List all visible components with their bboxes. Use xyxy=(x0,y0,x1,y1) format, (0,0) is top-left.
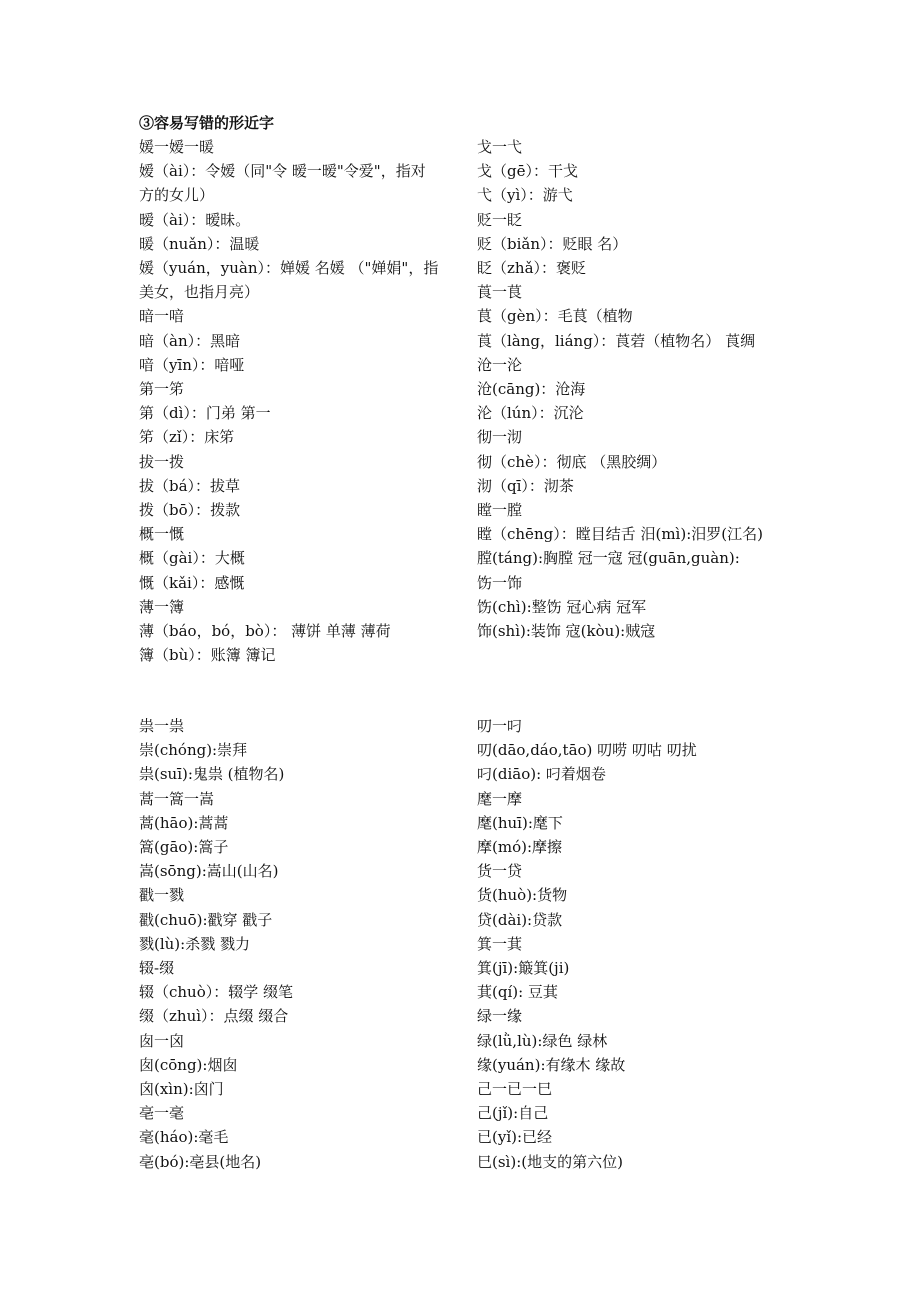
entry-line: 饬一饰 xyxy=(477,573,523,592)
entry-line: 戳一戮 xyxy=(139,886,185,905)
entry-line: 拔（bá）：拔草 xyxy=(139,476,241,495)
entry-line: 囟(xìn):囟门 xyxy=(139,1080,224,1099)
section2-left-column xyxy=(139,714,459,1174)
entry-line: 萁(qí): 豆萁 xyxy=(477,983,558,1002)
entry-line: 美女，也指月亮） xyxy=(139,283,260,302)
entry-line: 莨（làng，liáng）：莨菪（植物名） 莨绸 xyxy=(477,331,756,350)
entry-line: 喑（yīn）：喑哑 xyxy=(139,355,245,374)
entry-line: 沧(cāng)：沧海 xyxy=(477,380,586,399)
entry-line: 货一贷 xyxy=(477,862,523,881)
entry-line: 崇(chóng):崇拜 xyxy=(139,741,248,760)
entry-line: 饰(shì):装饰 寇(kòu):贼寇 xyxy=(477,622,656,641)
entry-line: 贬（biǎn）：贬眼 名） xyxy=(477,234,628,253)
entry-line: 茛（gèn）：毛茛（植物 xyxy=(477,307,633,326)
entry-line: 拨（bō）：拨款 xyxy=(139,501,241,520)
entry-line: 膛(táng):胸膛 冠一寇 冠(guān,guàn): xyxy=(477,549,740,568)
entry-line: 辍（chuò）：辍学 缀笔 xyxy=(139,983,294,1002)
entry-line: 第（dì）：门弟 第一 xyxy=(139,404,271,423)
entry-line: 绿(lǜ,lù):绿色 绿林 xyxy=(477,1031,608,1050)
entry-line: 饬(chì):整饬 冠心病 冠军 xyxy=(477,597,647,616)
entry-line: 沏（qī）：沏茶 xyxy=(477,476,574,495)
entry-line: 嫒（ài）：令嫒（同"令 暧一暧"令爱"，指对 xyxy=(139,162,426,181)
entry-line: 概一慨 xyxy=(139,525,185,544)
entry-line: 薄（báo，bó，bò）： 薄饼 单薄 薄荷 xyxy=(139,622,391,641)
entry-line: 箕一萁 xyxy=(477,934,523,953)
entry-line: 媛一嫒一暖 xyxy=(139,138,215,156)
entry-line: 缀（zhuì）：点缀 缀合 xyxy=(139,1007,289,1026)
entry-line: 叼(diāo): 叼着烟卷 xyxy=(477,765,606,784)
entry-line: 叨(dāo,dáo,tāo) 叨唠 叨咕 叨扰 xyxy=(477,741,697,760)
entry-line: 暗一喑 xyxy=(139,307,185,326)
entry-line: 瞠一膛 xyxy=(477,501,523,520)
section1-right-column xyxy=(477,135,897,643)
entry-line: 叨一叼 xyxy=(477,717,523,735)
entry-line: 沦（lún）：沉沦 xyxy=(477,404,584,423)
entry-line: 辍-缀 xyxy=(139,959,175,978)
entry-line: 戈一弋 xyxy=(477,138,523,156)
entry-line: 缘(yuán):有缘木 缘故 xyxy=(477,1055,626,1074)
entry-line: 沧一沦 xyxy=(477,355,523,374)
entry-line: 第一笫 xyxy=(139,380,185,399)
section2-right-column xyxy=(477,714,897,1174)
entry-line: 篙(gāo):篙子 xyxy=(139,838,229,857)
entry-line: 囱(cōng):烟囱 xyxy=(139,1055,238,1074)
entry-line: 笫（zǐ）：床笫 xyxy=(139,428,235,447)
entry-line: 蒿一篙一嵩 xyxy=(139,789,215,808)
entry-line: 概（gài）：大概 xyxy=(139,549,245,568)
entry-line: 簿（bù）：账簿 簿记 xyxy=(139,646,276,665)
entry-line: 贬一眨 xyxy=(477,210,523,229)
entry-line: 己一已一巳 xyxy=(477,1080,553,1099)
entry-line: 弋（yì）：游弋 xyxy=(477,186,573,205)
entry-line: 莨一茛 xyxy=(477,283,523,302)
entry-line: 囱一囟 xyxy=(139,1031,185,1050)
entry-line: 贷(dài):贷款 xyxy=(477,910,563,929)
entry-line: 巳(sì):(地支的第六位) xyxy=(477,1152,623,1171)
entry-line: 已(yǐ):已经 xyxy=(477,1128,553,1147)
entry-line: 麾一摩 xyxy=(477,789,523,808)
entry-line: 媛（yuán，yuàn）：婵媛 名媛 （"婵娟"，指 xyxy=(139,259,439,278)
entry-line: 慨（kǎi）：感慨 xyxy=(139,573,245,592)
section-heading: ③容易写错的形近字 xyxy=(139,114,275,132)
entry-line: 彻一沏 xyxy=(477,428,523,447)
entry-line: 戳(chuō):戳穿 戳子 xyxy=(139,910,273,929)
entry-line: 戈（gē）：干戈 xyxy=(477,162,578,181)
entry-line: 暗（àn）：黑暗 xyxy=(139,331,241,350)
entry-line: 摩(mó):摩擦 xyxy=(477,838,563,857)
entry-line: 绿一缘 xyxy=(477,1007,523,1026)
entry-line: 嵩(sōng):嵩山(山名) xyxy=(139,862,279,881)
entry-line: 眨（zhǎ）：褒贬 xyxy=(477,259,587,278)
entry-line: 暧（ài）：暧昧。 xyxy=(139,210,251,229)
entry-line: 薄一簿 xyxy=(139,597,185,616)
entry-line: 亳(bó):亳县(地名) xyxy=(139,1152,262,1171)
entry-line: 蒿(hāo):蒿蒿 xyxy=(139,813,229,832)
entry-line: 戮(lù):杀戮 戮力 xyxy=(139,934,250,953)
entry-line: 瞠（chēng）：瞠目结舌 汨(mì):汨罗(江名) xyxy=(477,525,763,544)
entry-line: 货(huò):货物 xyxy=(477,886,568,905)
entry-line: 麾(huī):麾下 xyxy=(477,813,563,832)
entry-line: 暖（nuǎn）：温暖 xyxy=(139,234,260,253)
entry-line: 拔一拨 xyxy=(139,452,185,471)
entry-line: 祟(suī):鬼祟 (植物名) xyxy=(139,765,285,784)
entry-line: 箕(jī):簸箕(ji) xyxy=(477,959,570,978)
entry-line: 方的女儿） xyxy=(139,186,215,205)
entry-line: 亳一毫 xyxy=(139,1104,185,1123)
entry-line: 己(jǐ):自己 xyxy=(477,1104,549,1123)
section1-left-column xyxy=(139,135,459,667)
entry-line: 祟一祟 xyxy=(139,717,185,735)
entry-line: 彻（chè）：彻底 （黑胶绸） xyxy=(477,452,667,471)
entry-line: 毫(háo):毫毛 xyxy=(139,1128,229,1147)
